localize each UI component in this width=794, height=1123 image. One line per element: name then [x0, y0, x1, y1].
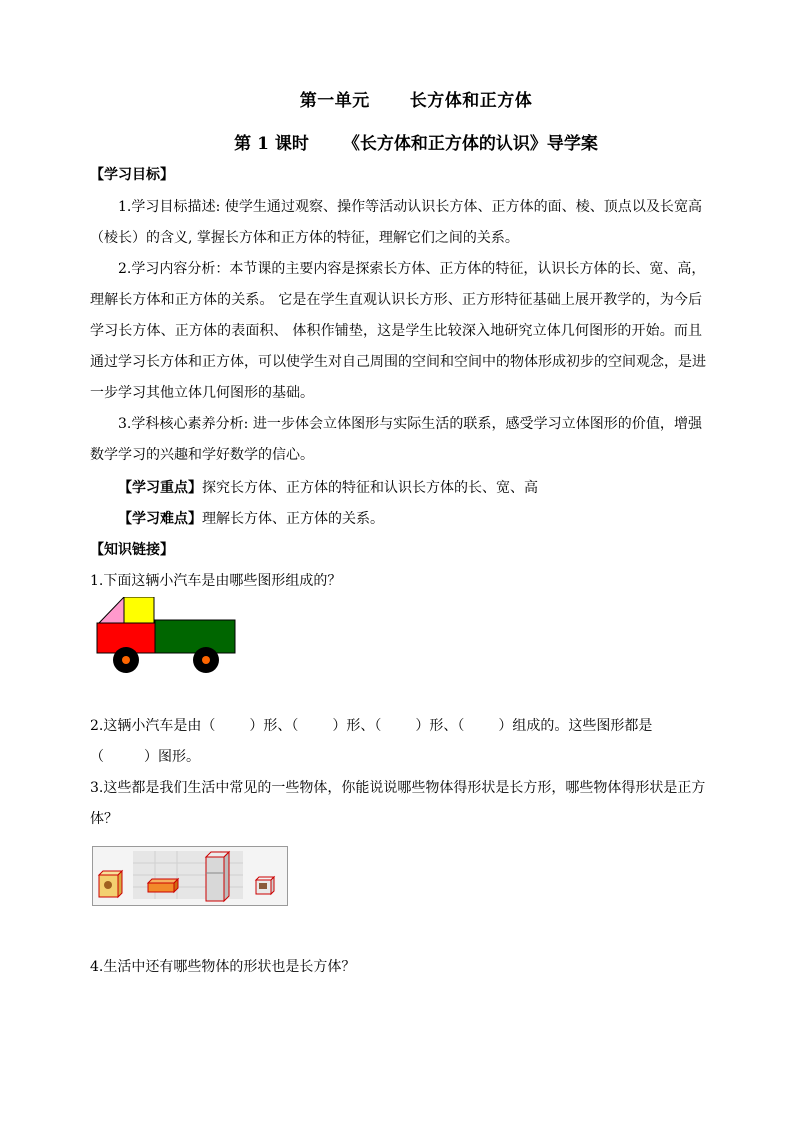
- truck-yellow-square: [124, 597, 154, 623]
- q2-text-a: 2.这辆小汽车是由（: [90, 718, 216, 734]
- question-3-line-2: 体？: [90, 811, 118, 827]
- goal-2-line-1: 2.学习内容分析：本节课的主要内容是探索长方体、正方体的特征，认识长方体的长、宽、高，: [118, 261, 706, 277]
- box-3-icon: [256, 877, 274, 894]
- everyday-objects-picture: [92, 846, 288, 906]
- truck-green-body: [155, 620, 235, 653]
- lesson-name: 《长方体和正方体的认识》导学案: [342, 134, 598, 154]
- q2-text-c: ）形、（: [332, 718, 382, 734]
- goal-3-line-1: 3.学科核心素养分析: 进一步体会立体图形与实际生活的联系，感受学习立体图形的价值，增强: [118, 416, 702, 432]
- truck-rear-hub: [202, 656, 210, 664]
- key-point: [118, 478, 538, 498]
- question-2-line-2: [90, 747, 200, 767]
- truck-pink-triangle: [99, 597, 124, 623]
- truck-front-hub: [122, 656, 130, 664]
- lesson-label: 第 1 课时: [234, 134, 309, 154]
- toy-truck-figure: [96, 597, 238, 675]
- goal-1-line-2: （棱长）的含义, 掌握长方体和正方体的特征，理解它们之间的关系。: [90, 230, 519, 246]
- key-point-text: 探究长方体、正方体的特征和认识长方体的长、宽、高: [202, 480, 538, 496]
- q2-text-b: ）形、（: [249, 718, 299, 734]
- knowledge-heading: 【知识链接】: [90, 542, 174, 558]
- unit-topic: 长方体和正方体: [409, 91, 533, 111]
- q2-text-d: ）形、（: [415, 718, 465, 734]
- goal-2-line-2: 理解长方体和正方体的关系。 它是在学生直观认识长方形、正方形特征基础上展开教学的，为今后: [90, 292, 702, 308]
- question-4: 4.生活中还有哪些物体的形状也是长方体？: [90, 959, 356, 975]
- goals-heading: 【学习目标】: [90, 167, 174, 183]
- q2-line2-text-a: （: [90, 749, 104, 765]
- goal-2-line-4: 通过学习长方体和正方体，可以使学生对自己周围的空间和空间中的物体形成初步的空间观念，是进: [90, 354, 706, 370]
- fridge-icon: [206, 852, 229, 901]
- question-1: 1.下面这辆小汽车是由哪些图形组成的？: [90, 573, 342, 589]
- unit-label: 第一单元: [299, 91, 370, 111]
- difficult-point-label: 【学习难点】: [118, 511, 202, 527]
- question-3-line-1: 3.这些都是我们生活中常见的一些物体，你能说说哪些物体得形状是长方形，哪些物体得形状是正方: [90, 780, 706, 796]
- key-point-label: 【学习重点】: [118, 480, 202, 496]
- page-subtitle: [0, 129, 794, 154]
- goal-2-line-3: 学习长方体、正方体的表面积、 体积作铺垫，这是学生比较深入地研究立体几何图形的开始。而且: [90, 323, 702, 339]
- box-2-icon: [148, 879, 178, 892]
- box-1-icon: [99, 871, 122, 897]
- q2-text-e: ）组成的。这些图形都是: [498, 718, 653, 734]
- difficult-point-text: 理解长方体、正方体的关系。: [202, 511, 384, 527]
- goal-1-line-1: 1.学习目标描述: 使学生通过观察、操作等活动认识长方体、正方体的面、棱、顶点以及长宽高: [118, 199, 702, 215]
- objects-illustration: [93, 847, 286, 904]
- page-title: [0, 86, 794, 111]
- goal-2-line-5: 一步学习其他立体几何图形的基础。: [90, 385, 314, 401]
- question-2-line-1: [90, 716, 652, 736]
- goal-3-line-2: 数学学习的兴趣和学好数学的信心。: [90, 447, 314, 463]
- difficult-point: [118, 509, 384, 529]
- q2-line2-text-b: ）图形。: [144, 749, 200, 765]
